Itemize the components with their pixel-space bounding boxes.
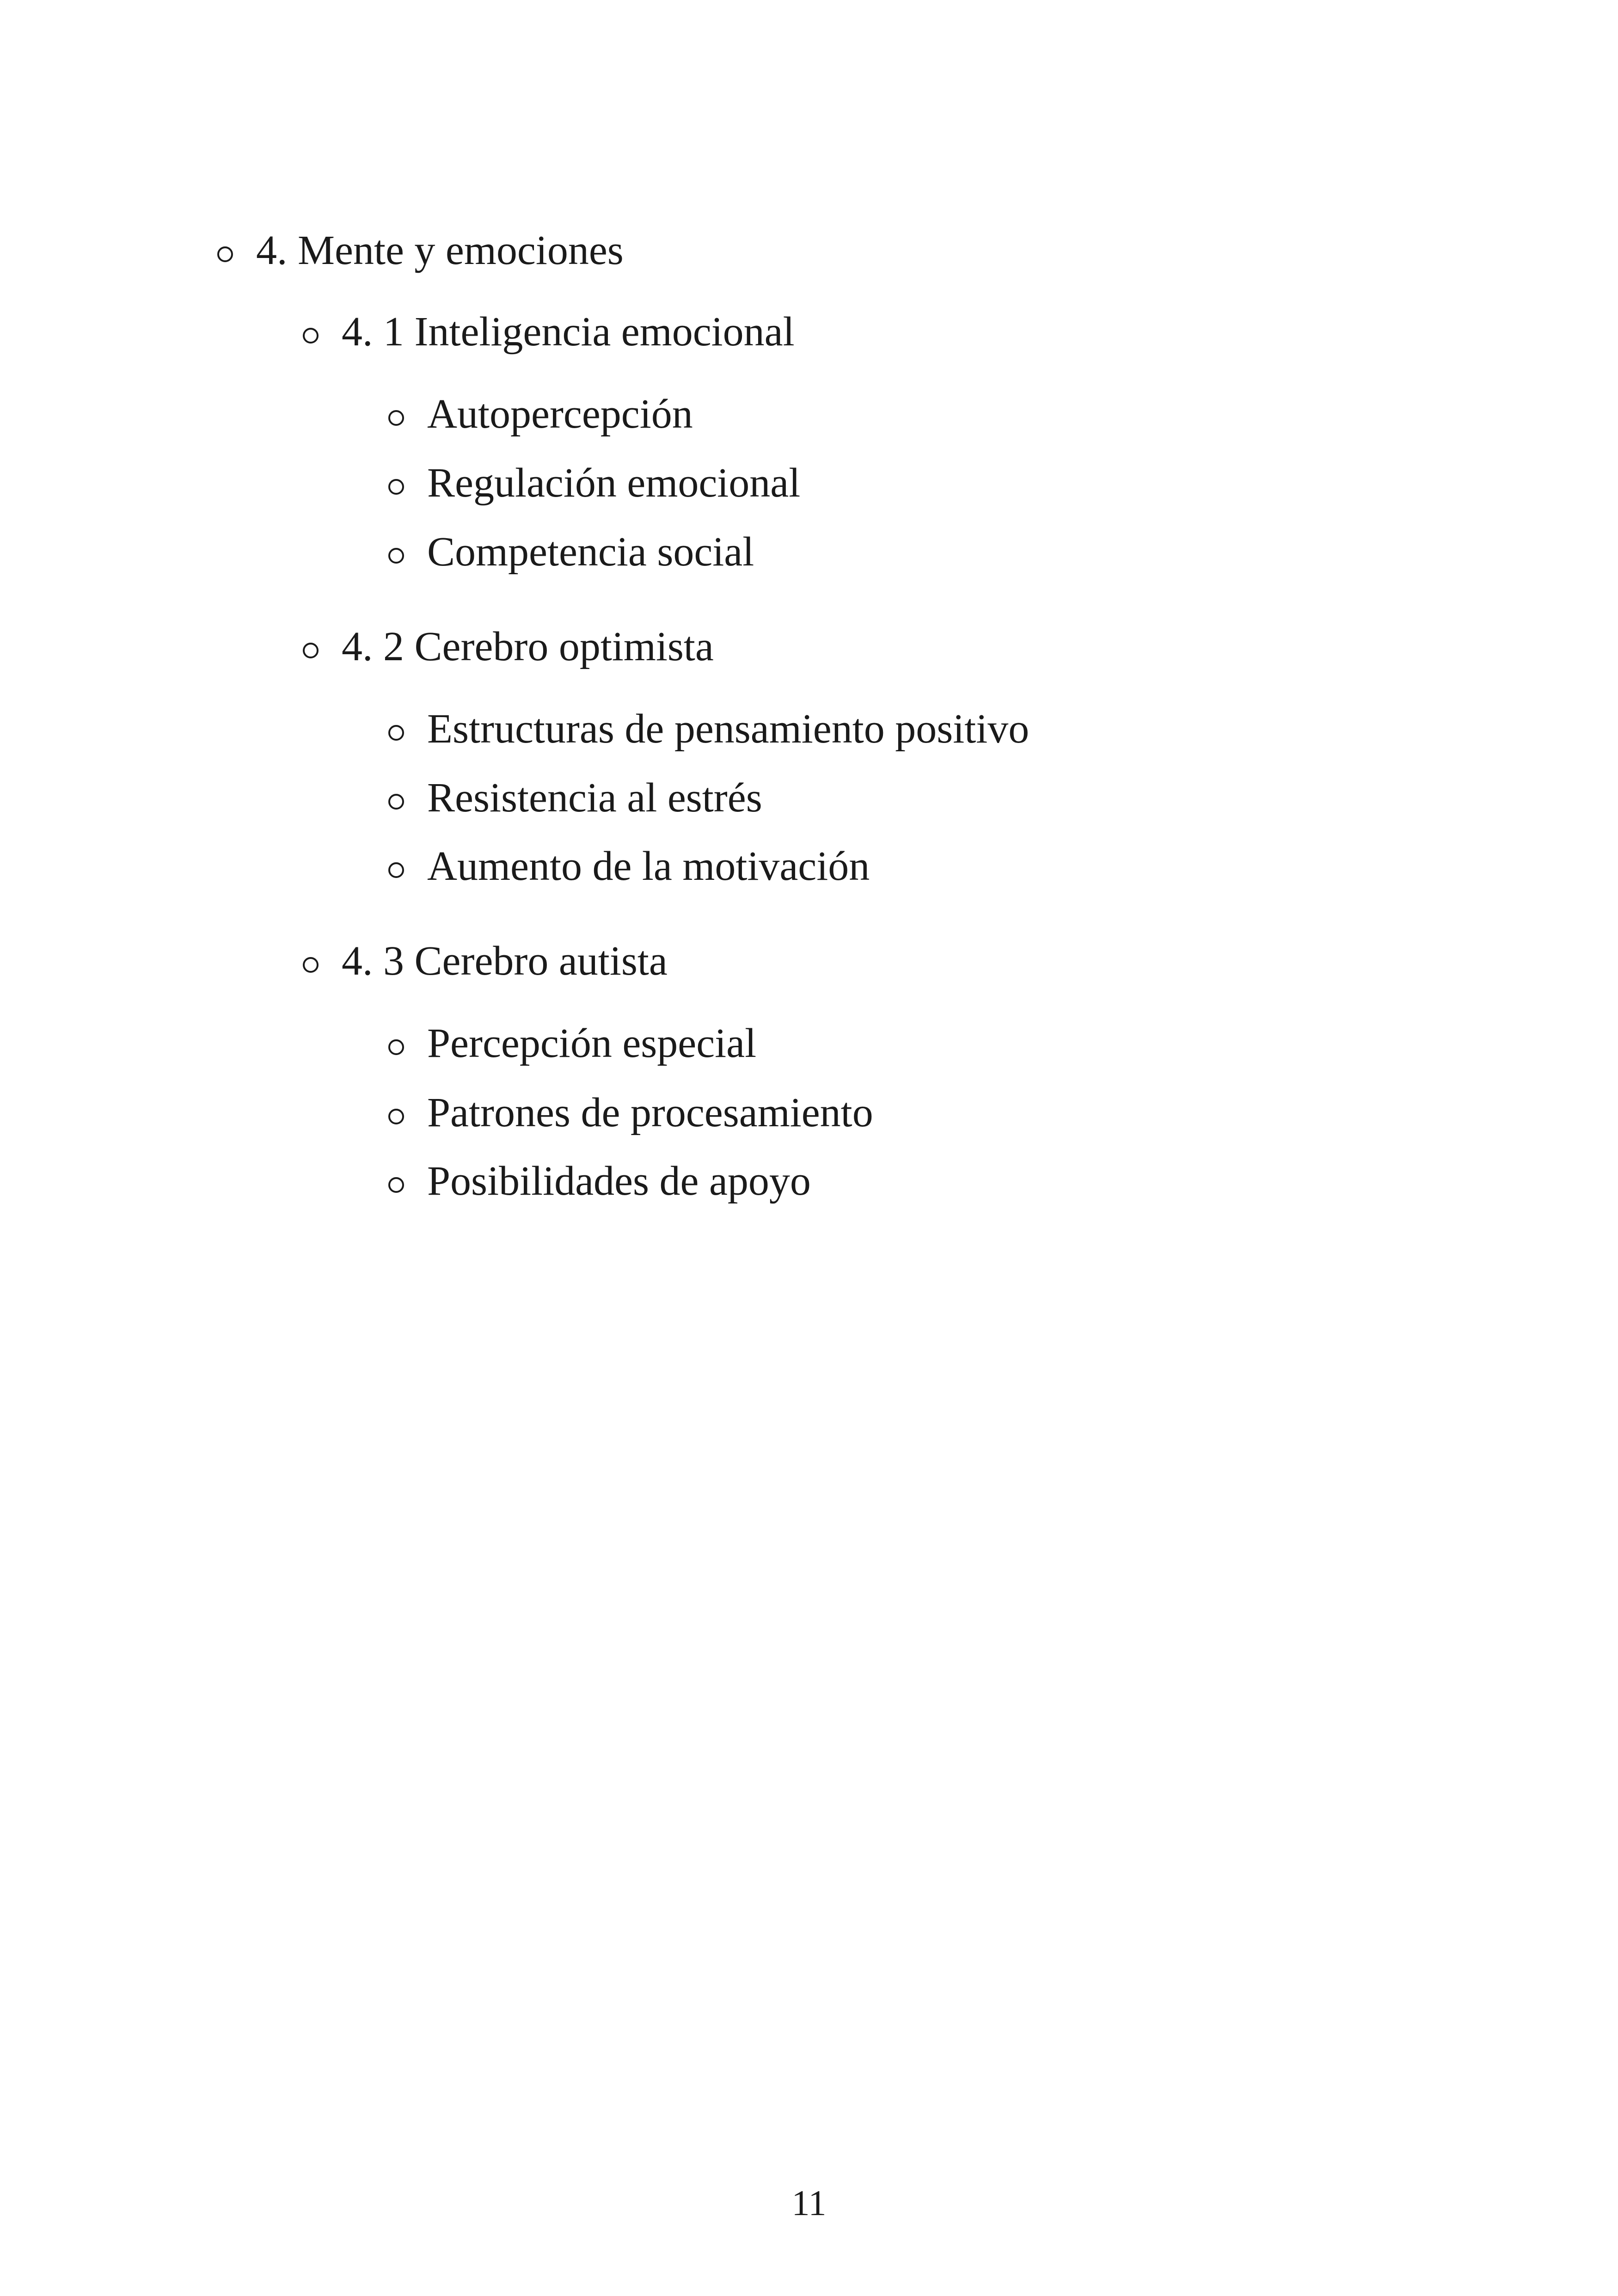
outline-item-label: Posibilidades de apoyo [427,1158,811,1204]
outline-item [388,1092,873,1134]
outline-item-label: Percepción especial [427,1020,757,1066]
hollow-circle-bullet-icon [388,1177,404,1193]
hollow-circle-bullet-icon [388,725,404,741]
hollow-circle-bullet-icon [303,328,319,344]
outline-item [388,1160,811,1202]
hollow-circle-bullet-icon [217,246,233,262]
outline-item [388,777,762,819]
hollow-circle-bullet-icon [388,1109,404,1124]
outline-item [388,462,800,504]
outline-item-label: Patrones de procesamiento [427,1090,873,1136]
hollow-circle-bullet-icon [388,479,404,495]
outline-item-label: Autopercepción [427,391,693,437]
outline-item [388,1020,757,1066]
outline-item [388,393,693,435]
hollow-circle-bullet-icon [388,410,404,426]
outline-subsection-label: 4. 1 Inteligencia emocional [342,309,795,355]
outline-item [388,708,1029,750]
hollow-circle-bullet-icon [388,1039,404,1055]
hollow-circle-bullet-icon [303,643,319,658]
hollow-circle-bullet-icon [388,862,404,878]
outline-item-label: Aumento de la motivación [427,843,870,889]
outline-subsection-label: 4. 2 Cerebro optimista [342,624,714,669]
outline-subsection [303,940,668,982]
outline-item-label: Regulación emocional [427,460,801,506]
hollow-circle-bullet-icon [388,548,404,564]
outline-item-label: Competencia social [427,529,754,575]
outline-section-label: 4. Mente y emociones [256,227,624,273]
hollow-circle-bullet-icon [303,957,319,973]
hollow-circle-bullet-icon [388,794,404,810]
outline-item [388,531,754,573]
outline-item-label: Estructuras de pensamiento positivo [427,706,1030,752]
outline-subsection-label: 4. 3 Cerebro autista [342,938,668,984]
outline-item-label: Resistencia al estrés [427,775,762,821]
outline-subsection [303,626,714,668]
page-number: 11 [791,2183,827,2223]
outline-subsection [303,311,795,353]
outline-item [388,843,870,889]
outline-section [217,227,624,273]
